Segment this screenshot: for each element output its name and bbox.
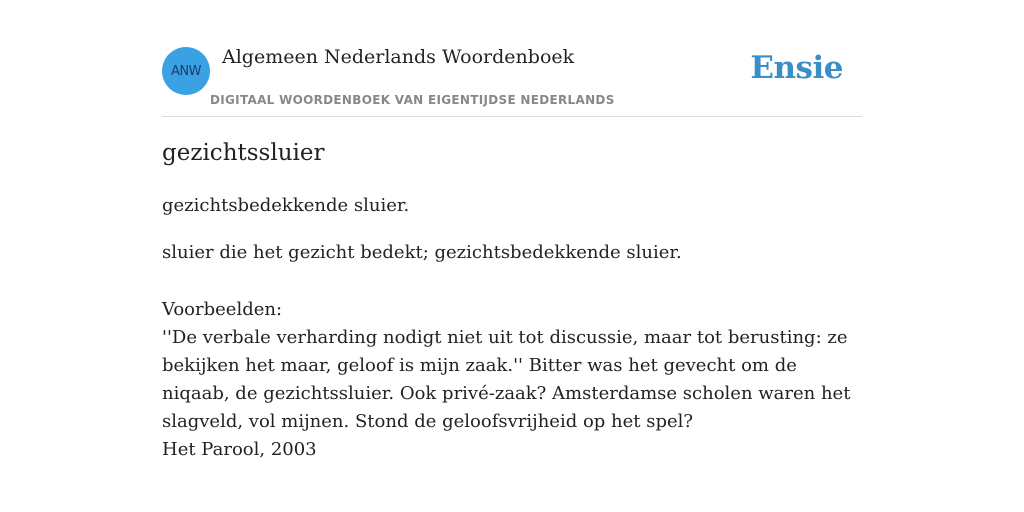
examples-label: Voorbeelden:	[162, 299, 283, 320]
ensie-brand-link[interactable]: Ensie	[750, 50, 843, 86]
example-quote: ''De verbale verharding nodigt niet uit tot discussie, maar tot berusting: ze bekijken het maar, geloof is mijn zaak.'' Bitter was het gevecht om de niqaab, de gezichtssluier. Ook privé-zaak? Amsterdamse scholen waren het slagveld, vol mijnen. Stond de geloofsvrijheid op het spel?	[162, 327, 851, 432]
definition-long: sluier die het gezicht bedekt; gezichtsbedekkende sluier.	[162, 242, 682, 263]
site-header	[162, 0, 862, 117]
site-subtitle: DIGITAAL WOORDENBOEK VAN EIGENTIJDSE NEDERLANDS	[210, 93, 615, 107]
site-title[interactable]: Algemeen Nederlands Woordenboek	[222, 46, 575, 68]
logo-text: ANW	[171, 63, 201, 79]
definition-short: gezichtsbedekkende sluier.	[162, 195, 410, 216]
examples-section	[162, 296, 862, 464]
page-container	[162, 0, 862, 460]
page-title: gezichtssluier	[162, 140, 325, 166]
example-source: Het Parool, 2003	[162, 439, 317, 460]
anw-logo[interactable]	[162, 47, 210, 95]
